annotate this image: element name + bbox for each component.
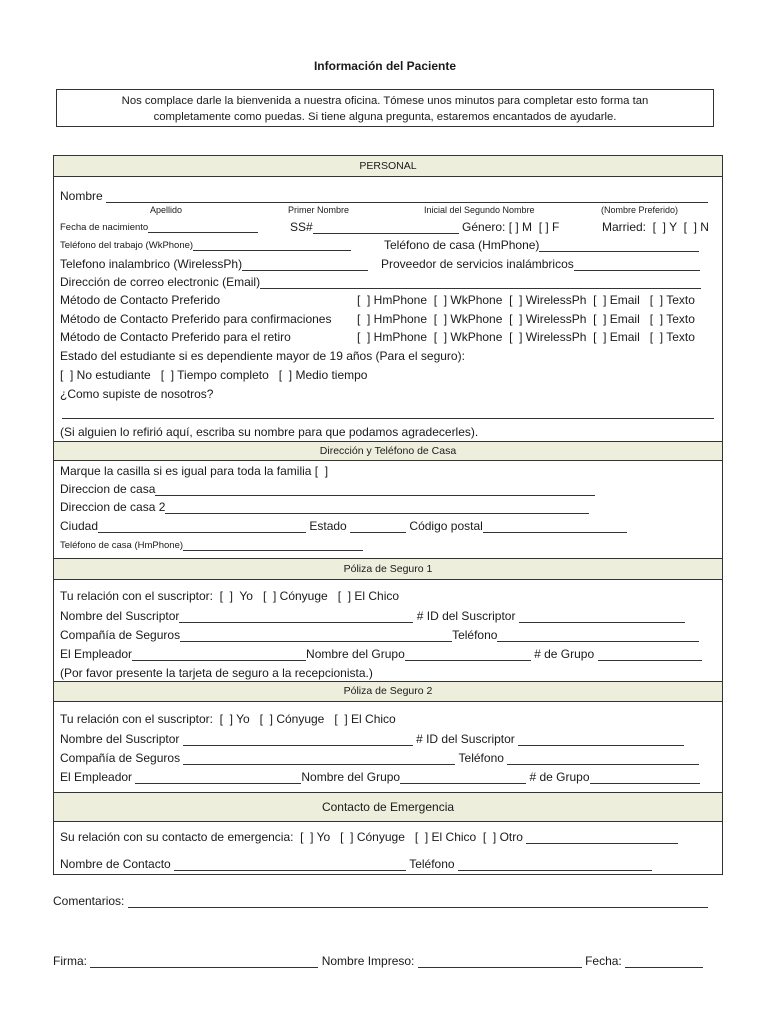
married-options[interactable]: Married: [ ] Y [ ] N <box>602 220 709 234</box>
poliza1-empleador-row <box>60 647 702 661</box>
patient-form <box>53 155 723 875</box>
poliza1-compania-label: Compañía de Seguros <box>60 628 181 642</box>
codigo-postal-field[interactable] <box>483 523 627 533</box>
como-supiste-field[interactable] <box>62 418 714 419</box>
proveedor-row <box>381 257 700 271</box>
poliza1-nombre-grupo-field[interactable] <box>405 651 531 661</box>
email-label: Dirección de correo electronic (Email) <box>60 275 261 289</box>
comentarios-field[interactable] <box>128 898 708 908</box>
poliza1-nombre-suscriptor-label: Nombre del Suscriptor <box>60 609 180 623</box>
poliza2-empleador-field[interactable] <box>135 774 301 784</box>
emergencia-telefono-field[interactable] <box>458 861 652 871</box>
fecha-label: Fecha: <box>585 954 622 968</box>
poliza1-relacion-options[interactable]: Tu relación con el suscriptor: [ ] Yo [ ] Cónyuge [ ] El Chico <box>60 589 400 603</box>
metodo-contacto-options[interactable]: [ ] HmPhone [ ] WkPhone [ ] WirelessPh [ ] Email [ ] Texto <box>357 293 695 307</box>
poliza2-telefono-field[interactable] <box>507 755 699 765</box>
tel-trabajo-row <box>60 240 351 251</box>
direccion-header: Dirección y Teléfono de Casa <box>54 441 722 461</box>
poliza1-nombre-suscriptor-field[interactable] <box>179 613 413 623</box>
estado-label: Estado <box>309 519 347 533</box>
ciudad-row <box>60 519 627 533</box>
nombre-preferido-label: (Nombre Preferido) <box>601 205 679 215</box>
fecha-nacimiento-field[interactable] <box>148 223 258 233</box>
ss-field[interactable] <box>313 224 459 234</box>
poliza1-compania-field[interactable] <box>180 632 452 642</box>
direccion2-row <box>60 500 589 514</box>
marque-casilla[interactable]: Marque la casilla si es igual para toda la familia [ ] <box>60 464 329 478</box>
comentarios-row <box>53 894 708 908</box>
estado-field[interactable] <box>350 523 406 533</box>
codigo-postal-label: Código postal <box>409 519 483 533</box>
emergencia-relacion-options[interactable]: Su relación con su contacto de emergencia: [ ] Yo [ ] Cónyuge [ ] El Chico [ ] Otro <box>60 830 523 844</box>
emergencia-nombre-label: Nombre de Contacto <box>60 857 171 871</box>
emergencia-otro-field[interactable] <box>526 834 678 844</box>
genero-options[interactable]: Género: [ ] M [ ] F <box>462 220 560 234</box>
direccion2-field[interactable] <box>165 504 589 514</box>
poliza2-id-suscriptor-label: # ID del Suscriptor <box>416 732 515 746</box>
proveedor-label: Proveedor de servicios inalámbricos <box>381 257 574 271</box>
nombre-field[interactable] <box>106 193 708 203</box>
metodo-retiro-options[interactable]: [ ] HmPhone [ ] WkPhone [ ] WirelessPh [ ] Email [ ] Texto <box>357 330 695 344</box>
poliza2-nombre-suscriptor-field[interactable] <box>183 736 413 746</box>
email-row <box>60 275 701 289</box>
poliza1-telefono-label: Teléfono <box>452 628 498 642</box>
poliza2-empleador-label: El Empleador <box>60 770 133 784</box>
direccion1-label: Direccion de casa <box>60 482 156 496</box>
inicial-label: Inicial del Segundo Nombre <box>424 205 535 215</box>
poliza1-header: Póliza de Seguro 1 <box>54 558 722 580</box>
comentarios-label: Comentarios: <box>53 894 125 908</box>
poliza2-header: Póliza de Seguro 2 <box>54 681 722 702</box>
poliza2-nombre-suscriptor-label: Nombre del Suscriptor <box>60 732 180 746</box>
metodo-contacto-label: Método de Contacto Preferido <box>60 293 221 307</box>
poliza2-compania-field[interactable] <box>183 755 455 765</box>
poliza2-telefono-label: Teléfono <box>458 751 504 765</box>
tel-casa-field[interactable] <box>539 242 699 252</box>
estado-estudiante-label: Estado del estudiante si es dependiente mayor de 19 años (Para el seguro): <box>60 349 465 363</box>
como-supiste-label: ¿Como supiste de nosotros? <box>60 387 214 401</box>
apellido-label: Apellido <box>150 205 183 215</box>
welcome-line-1: Nos complace darle la bienvenida a nuestra oficina. Tómese unos minutos para completar esto forma tan <box>121 95 649 107</box>
emergencia-relacion-row <box>60 830 678 844</box>
fecha-nacimiento-row <box>60 222 258 233</box>
poliza2-num-grupo-field[interactable] <box>590 774 700 784</box>
tel-inalambrico-row <box>60 257 368 271</box>
fecha-field[interactable] <box>625 958 703 968</box>
metodo-retiro-label: Método de Contacto Preferido para el retiro <box>60 330 291 344</box>
direccion2-label: Direccion de casa 2 <box>60 500 166 514</box>
poliza2-suscriptor-row <box>60 732 684 746</box>
poliza1-empleador-field[interactable] <box>132 651 306 661</box>
ss-label: SS# <box>290 220 313 234</box>
poliza1-telefono-field[interactable] <box>497 632 699 642</box>
poliza1-id-suscriptor-label: # ID del Suscriptor <box>416 609 516 623</box>
firma-label: Firma: <box>53 954 87 968</box>
poliza2-id-suscriptor-field[interactable] <box>518 736 684 746</box>
tel-trabajo-field[interactable] <box>193 241 351 251</box>
metodo-confirmaciones-options[interactable]: [ ] HmPhone [ ] WkPhone [ ] WirelessPh [ ] Email [ ] Texto <box>357 312 695 326</box>
emergencia-nombre-field[interactable] <box>174 861 406 871</box>
direccion1-row <box>60 482 595 496</box>
tel-casa-label: Teléfono de casa (HmPhone) <box>384 238 540 252</box>
welcome-line-2: completamente como puedas. Si tiene alguna pregunta, estaremos encantados de ayudarle. <box>153 111 617 123</box>
emergencia-contacto-row <box>60 857 652 871</box>
tel-trabajo-label: Teléfono del trabajo (WkPhone) <box>60 240 194 251</box>
ciudad-field[interactable] <box>98 523 306 533</box>
poliza2-nombre-grupo-label: Nombre del Grupo <box>301 770 401 784</box>
nombre-impreso-label: Nombre Impreso: <box>321 954 415 968</box>
firma-field[interactable] <box>90 958 318 968</box>
direccion-tel-casa-field[interactable] <box>183 541 363 551</box>
page-title: Información del Paciente <box>313 59 457 73</box>
poliza1-num-grupo-field[interactable] <box>598 651 702 661</box>
tel-inalambrico-field[interactable] <box>242 261 368 271</box>
welcome-box <box>56 89 714 127</box>
primer-nombre-label: Primer Nombre <box>288 205 350 215</box>
poliza1-num-grupo-label: # de Grupo <box>534 647 595 661</box>
nombre-row <box>60 189 708 203</box>
metodo-confirmaciones-label: Método de Contacto Preferido para confirmaciones <box>60 312 332 326</box>
email-field[interactable] <box>260 279 701 289</box>
poliza2-num-grupo-label: # de Grupo <box>529 770 590 784</box>
emergencia-header: Contacto de Emergencia <box>54 792 722 822</box>
direccion-tel-casa-label: Teléfono de casa (HmPhone) <box>60 540 184 551</box>
proveedor-field[interactable] <box>574 261 700 271</box>
tel-inalambrico-label: Telefono inalambrico (WirelessPh) <box>60 257 243 271</box>
personal-header: PERSONAL <box>54 156 722 177</box>
poliza1-empleador-label: El Empleador <box>60 647 133 661</box>
estudiante-options[interactable]: [ ] No estudiante [ ] Tiempo completo [ ] Medio tiempo <box>60 368 368 382</box>
ss-row <box>290 220 559 234</box>
poliza1-compania-row <box>60 628 699 642</box>
poliza2-compania-label: Compañía de Seguros <box>60 751 181 765</box>
direccion1-field[interactable] <box>155 486 595 496</box>
tel-casa-row <box>384 238 699 252</box>
direccion-tel-casa-row <box>60 540 363 551</box>
emergencia-telefono-label: Teléfono <box>409 857 455 871</box>
ciudad-label: Ciudad <box>60 519 99 533</box>
poliza1-suscriptor-row <box>60 609 685 623</box>
firma-row <box>53 954 703 968</box>
poliza2-relacion-options[interactable]: Tu relación con el suscriptor: [ ] Yo [ ] Cónyuge [ ] El Chico <box>60 712 396 726</box>
poliza2-empleador-row <box>60 770 700 784</box>
poliza2-compania-row <box>60 751 699 765</box>
nombre-label: Nombre <box>60 189 103 203</box>
poliza1-nota: (Por favor presente la tarjeta de seguro a la recepcionista.) <box>60 666 373 680</box>
poliza2-nombre-grupo-field[interactable] <box>400 774 526 784</box>
nombre-impreso-field[interactable] <box>418 958 582 968</box>
poliza1-id-suscriptor-field[interactable] <box>519 613 685 623</box>
referido-label: (Si alguien lo refirió aquí, escriba su nombre para que podamos agradecerles). <box>60 425 479 439</box>
poliza1-nombre-grupo-label: Nombre del Grupo <box>306 647 405 661</box>
fecha-nacimiento-label: Fecha de nacimiento <box>60 222 149 233</box>
